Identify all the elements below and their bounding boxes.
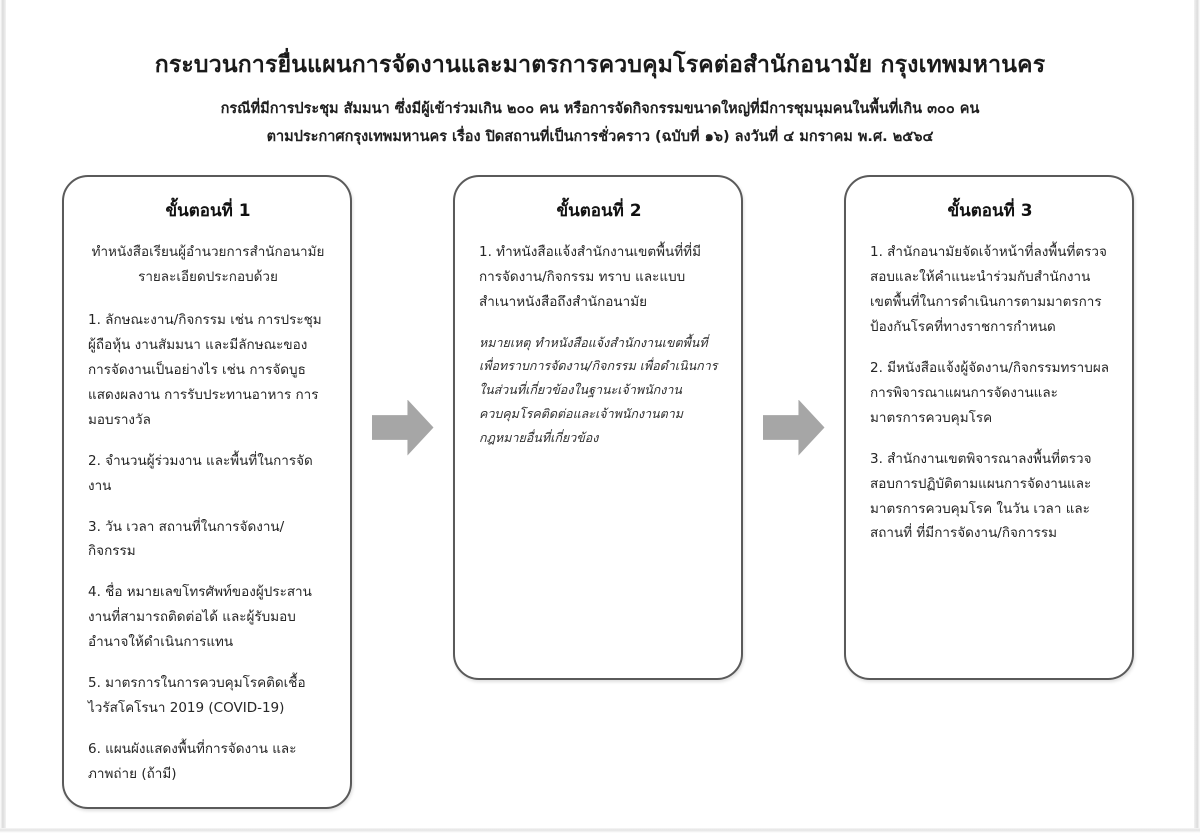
right-arrow-icon [372, 400, 434, 456]
step-2-note: หมายเหตุ ทำหนังสือแจ้งสำนักงานเขตพื้นที่เพื่อทราบการจัดงาน/กิจกรรม เพื่อดำเนินการในส่วนที่เกี่ยวข้องในฐานะเจ้าพนักงานควบคุมโรคติดต่อและเจ้าพนักงานตามกฎหมายอื่นที่เกี่ยวข้อง [479, 334, 718, 445]
step-1-title: ขั้นตอนที่ 1 [165, 201, 251, 221]
step-box-2 [453, 175, 743, 680]
step-1-item-6: 6. แผนผังแสดงพื้นที่การจัดงาน และภาพถ่าย (ถ้ามี) [88, 741, 297, 783]
step-box-3 [844, 175, 1134, 680]
document-subtitle-line-1: กรณีที่มีการประชุม สัมมนา ซึ่งมีผู้เข้าร่วมเกิน ๒๐๐ คน หรือการจัดกิจกรรมขนาดใหญ่ที่มีการชุมนุมคนในพื้นที่เกิน ๓๐๐ คน [220, 101, 980, 118]
step-2-item-1: 1. ทำหนังสือแจ้งสำนักงานเขตพื้นที่ที่มีการจัดงาน/กิจกรรม ทราบ และแบบสำเนาหนังสือถึงสำนักอนามัย [479, 243, 701, 310]
step-1-item-5: 5. มาตรการในการควบคุมโรคติดเชื้อไวรัสโคโรนา 2019 (COVID-19) [88, 675, 306, 717]
step-1-item-3: 3. วัน เวลา สถานที่ในการจัดงาน/กิจกรรม [88, 518, 285, 560]
document-header [6, 50, 1194, 152]
document-subtitle-line-2: ตามประกาศกรุงเทพมหานคร เรื่อง ปิดสถานที่เป็นการชั่วคราว (ฉบับที่ ๑๖) ลงวันที่ ๔ มกราคม พ.ศ. ๒๕๖๔ [266, 129, 934, 146]
step-3-item-3: 3. สำนักงานเขตพิจารณาลงพื้นที่ตรวจสอบการปฏิบัติตามแผนการจัดงานและมาตรการควบคุมโรค ในวัน เวลา และสถานที่ ที่มีการจัดงาน/กิจการรม [870, 450, 1092, 542]
page-edge-right [1194, 0, 1200, 833]
step-1-item-2: 2. จำนวนผู้ร่วมงาน และพื้นที่ในการจัดงาน [88, 452, 313, 494]
step-3-title: ขั้นตอนที่ 3 [947, 201, 1033, 221]
step-2-title: ขั้นตอนที่ 2 [556, 201, 642, 221]
right-arrow-icon [763, 400, 825, 456]
step-3-item-1: 1. สำนักอนามัยจัดเจ้าหน้าที่ลงพื้นที่ตรวจสอบและให้คำแนะนำร่วมกับสำนักงานเขตพื้นที่ในการดำเนินการตามมาตรการป้องกันโรคที่ทางราชการกำหนด [870, 243, 1107, 335]
step-1-item-1: 1. ลักษณะงาน/กิจกรรม เช่น การประชุมผู้ถือหุ้น งานสัมมนา และมีลักษณะของการจัดงานเป็นอย่างไร เช่น การจัดบูธแสดงผลงาน การรับประทานอาหาร การมอบรางวัล [88, 311, 322, 428]
arrow-cell-2 [743, 175, 844, 680]
process-flow-diagram [6, 175, 1194, 783]
step-box-1 [62, 175, 352, 809]
arrow-cell-1 [352, 175, 453, 680]
document-sheet [6, 0, 1194, 828]
step-1-item-4: 4. ชื่อ หมายเลขโทรศัพท์ของผู้ประสานงานที่สามารถติดต่อได้ และผู้รับมอบอำนาจให้ดำเนินการแทน [88, 584, 312, 651]
document-title: กระบวนการยื่นแผนการจัดงานและมาตรการควบคุมโรคต่อสำนักอนามัย กรุงเทพมหานคร [154, 52, 1046, 78]
step-1-intro: ทำหนังสือเรียนผู้อำนวยการสำนักอนามัย รายละเอียดประกอบด้วย [91, 243, 325, 285]
step-3-item-2: 2. มีหนังสือแจ้งผู้จัดงาน/กิจกรรมทราบผลการพิจารณาแผนการจัดงานและมาตรการควบคุมโรค [870, 359, 1110, 426]
page-edge-bottom [0, 828, 1200, 833]
